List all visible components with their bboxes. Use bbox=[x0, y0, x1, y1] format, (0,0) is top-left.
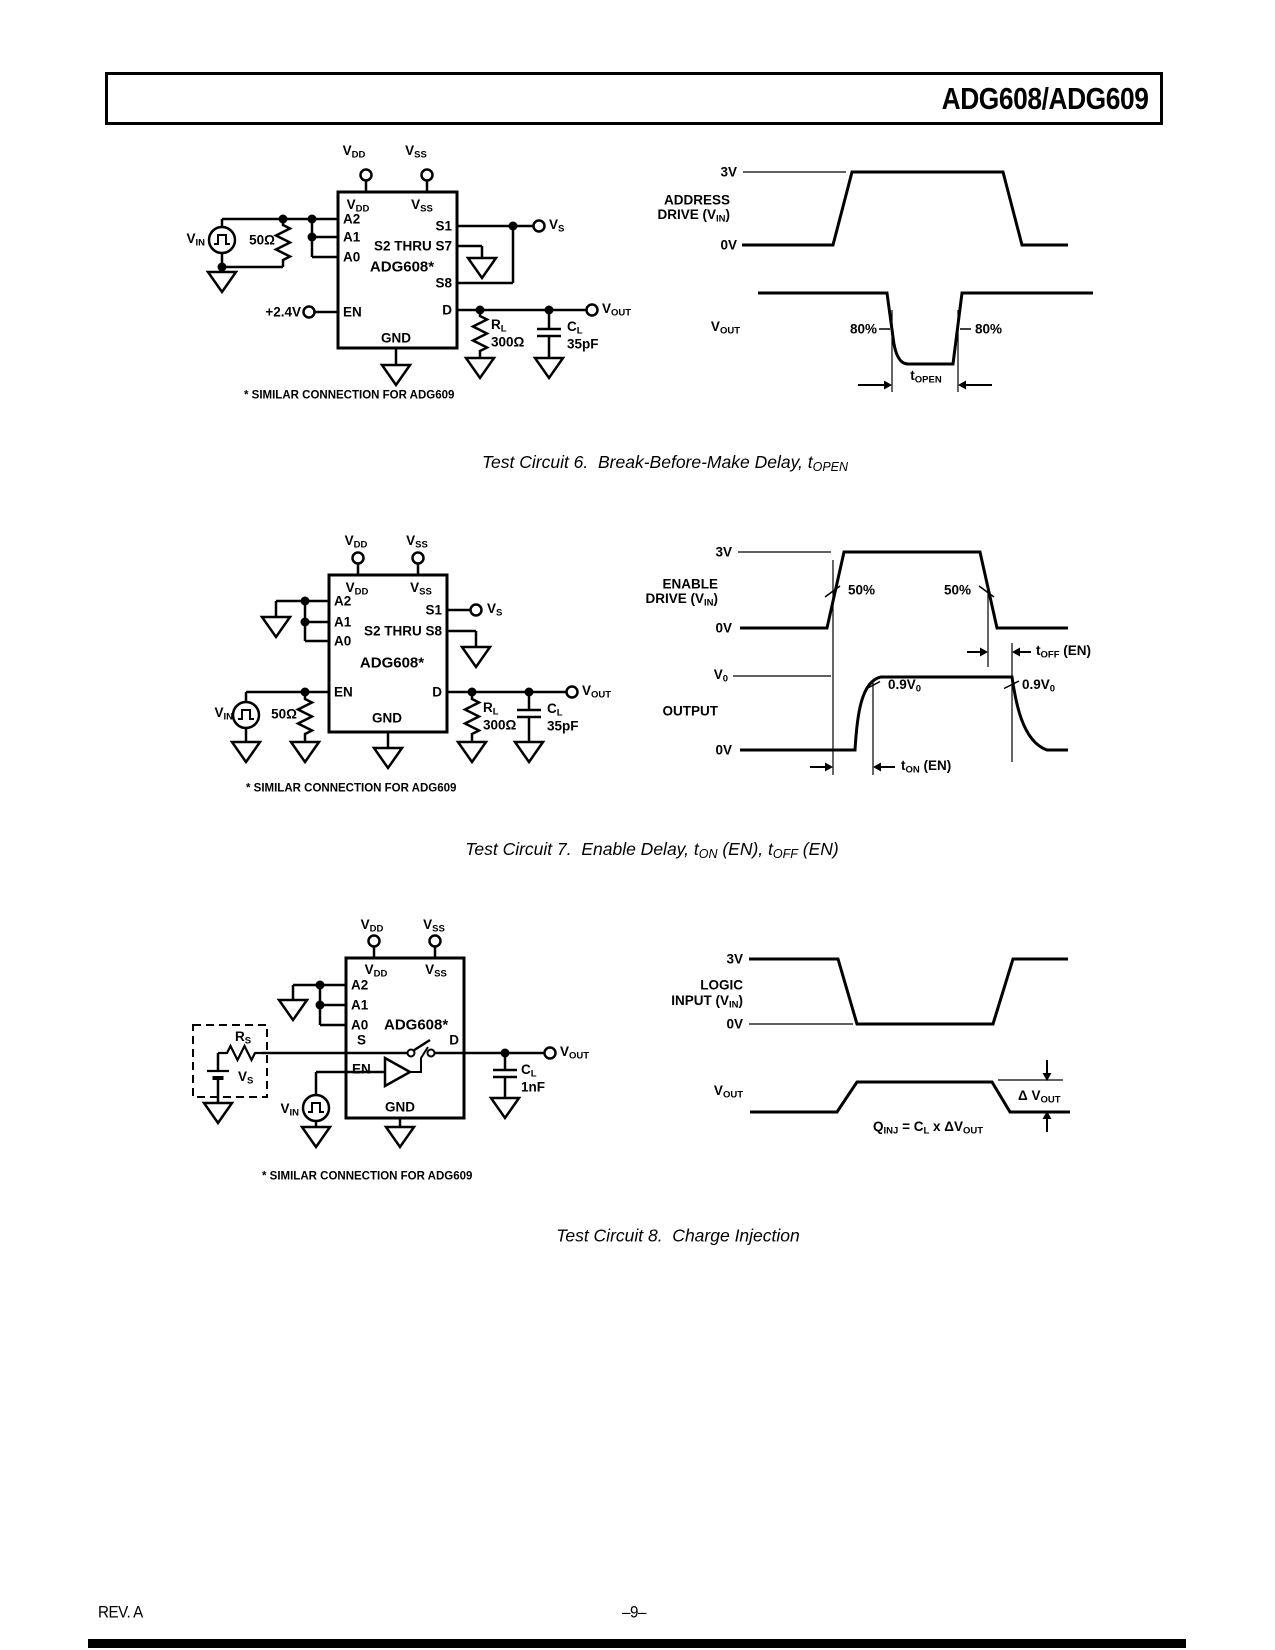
c6-vdd-top-label: $V_{DD}$ bbox=[342, 143, 366, 161]
c6-en-pin-label: EN bbox=[343, 304, 362, 320]
c7-rl-label: $R_L$ bbox=[483, 700, 499, 718]
c7-s2-thru-s8-label: S2 THRU S8 bbox=[363, 623, 442, 639]
c8-source-dashed-box bbox=[193, 1025, 267, 1097]
c7-a0-pin-label: A0 bbox=[334, 633, 352, 649]
c7-vin-pulse-source-icon bbox=[233, 702, 259, 728]
ground-icon bbox=[462, 647, 490, 667]
w7-output-label: OUTPUT bbox=[662, 703, 718, 719]
c7-vss-top-label: $V_{SS}$ bbox=[406, 533, 428, 551]
w8-input-vin-label: INPUT $(V_{IN})$ bbox=[671, 993, 743, 1011]
footer-page-number: –9– bbox=[622, 1603, 646, 1622]
c8-gnd-pin-label: GND bbox=[385, 1099, 415, 1115]
w7-drive-vin-label: DRIVE $(V_{IN})$ bbox=[645, 591, 718, 609]
ground-icon bbox=[468, 258, 496, 278]
c8-similar-connection-note: * SIMILAR CONNECTION FOR ADG609 bbox=[262, 1170, 473, 1183]
caption-test-circuit-6: Test Circuit 6. Break-Before-Make Delay, tOPEN bbox=[481, 452, 849, 474]
w7-waveform bbox=[733, 552, 1068, 775]
c6-s8-pin-label: S8 bbox=[435, 275, 452, 291]
c7-vss-terminal-icon bbox=[413, 553, 424, 564]
c7-vs-terminal-icon bbox=[471, 605, 482, 616]
c6-gnd-pin-label: GND bbox=[381, 330, 411, 346]
footer-revision: REV. A bbox=[98, 1603, 143, 1622]
c6-vs-label: $V_S$ bbox=[549, 217, 565, 235]
w7-enable-drive-trace bbox=[740, 552, 1068, 628]
w6-address-drive-trace bbox=[742, 172, 1068, 245]
c8-cl-label: $C_L$ bbox=[521, 1062, 537, 1080]
c6-en-voltage-label: +2.4V bbox=[265, 304, 301, 320]
w7-09v0-right-label: $0.9V_0$ bbox=[1022, 677, 1056, 695]
w8-waveform bbox=[749, 959, 1070, 1132]
ground-icon bbox=[535, 358, 563, 378]
c8-vss-top-label: $V_{SS}$ bbox=[423, 917, 445, 935]
c6-vin-pulse-source-icon bbox=[209, 227, 235, 253]
w8-qinj-formula: $Q_{INJ} = C_L$ x $\Delta V_{OUT}$ bbox=[873, 1119, 984, 1137]
ground-icon bbox=[232, 742, 260, 762]
c6-vss-terminal-icon bbox=[422, 170, 433, 181]
w6-80pct-right-label: 80% bbox=[975, 321, 1003, 337]
arrow-left-icon bbox=[873, 763, 881, 772]
c6-d-pin-label: D bbox=[442, 302, 452, 318]
header-part-number-box bbox=[105, 72, 1163, 125]
c7-vout-terminal-icon bbox=[567, 687, 578, 698]
w6-vout-trace bbox=[758, 293, 1093, 364]
c8-a0-pin-label: A0 bbox=[351, 1017, 369, 1033]
c6-vdd-terminal-icon bbox=[361, 170, 372, 181]
c7-en-pin-label: EN bbox=[334, 684, 353, 700]
c6-a0-pin-label: A0 bbox=[343, 249, 361, 265]
c8-vdd-pin-label: $V_{DD}$ bbox=[364, 962, 388, 980]
c7-part-name: ADG608* bbox=[359, 654, 425, 672]
c7-s1-pin-label: S1 bbox=[425, 602, 442, 618]
ground-icon bbox=[374, 748, 402, 768]
w7-09v0-left-label: $0.9V_0$ bbox=[888, 677, 922, 695]
ground-icon bbox=[279, 1000, 307, 1020]
w7-0v-label: 0V bbox=[715, 620, 732, 636]
c7-vss-pin-label: $V_{SS}$ bbox=[410, 580, 432, 598]
ground-icon bbox=[466, 358, 494, 378]
caption-test-circuit-7: Test Circuit 7. Enable Delay, tON (EN), tOFF (EN) bbox=[465, 839, 839, 861]
w7-50pct-right-label: 50% bbox=[943, 582, 971, 598]
ground-icon bbox=[208, 272, 236, 292]
c8-vss-pin-label: $V_{SS}$ bbox=[425, 962, 447, 980]
c8-vs-label: $V_S$ bbox=[238, 1069, 254, 1087]
c6-rl-resistor-icon bbox=[473, 310, 487, 358]
c7-a1-pin-label: A1 bbox=[334, 614, 352, 630]
w6-drive-vin-label: DRIVE $(V_{IN})$ bbox=[657, 207, 730, 225]
c7-d-pin-label: D bbox=[432, 684, 442, 700]
c8-buffer-icon bbox=[385, 1058, 410, 1086]
c8-s-pin-label: S bbox=[357, 1032, 367, 1048]
c6-50ohm-resistor-icon bbox=[276, 219, 290, 267]
w6-3v-label: 3V bbox=[720, 164, 737, 180]
c8-rs-label: $R_S$ bbox=[234, 1029, 252, 1047]
w6-waveform bbox=[742, 172, 1093, 392]
arrow-right-icon bbox=[825, 763, 833, 772]
c6-en-terminal-icon bbox=[304, 307, 315, 318]
c6-vout-label: $V_{OUT}$ bbox=[602, 301, 632, 319]
w8-vout-label: $V_{OUT}$ bbox=[713, 1083, 743, 1101]
ground-icon bbox=[262, 617, 290, 637]
ground-icon bbox=[291, 742, 319, 762]
ground-icon bbox=[302, 1127, 330, 1147]
c7-vs-label: $V_S$ bbox=[487, 601, 503, 619]
w6-vout-label: $V_{OUT}$ bbox=[710, 319, 740, 337]
c6-a2-pin-label: A2 bbox=[343, 211, 361, 227]
w8-0v-label: 0V bbox=[726, 1016, 743, 1032]
ground-icon bbox=[515, 742, 543, 762]
c8-vout-terminal-icon bbox=[545, 1048, 556, 1059]
c7-300ohm-label: 300Ω bbox=[483, 717, 517, 733]
c7-35pf-label: 35pF bbox=[547, 718, 579, 734]
c8-rs-resistor-icon bbox=[218, 1046, 262, 1060]
c7-vdd-terminal-icon bbox=[353, 553, 364, 564]
c8-vss-terminal-icon bbox=[430, 936, 441, 947]
c7-gnd-pin-label: GND bbox=[372, 710, 402, 726]
w6-topen-label: $t_{OPEN}$ bbox=[910, 368, 942, 386]
c7-50ohm-label: 50Ω bbox=[271, 706, 297, 722]
c6-vin-label: $V_{IN}$ bbox=[186, 231, 205, 249]
w8-3v-label: 3V bbox=[726, 951, 743, 967]
w8-delta-vout-label: Δ $V_{OUT}$ bbox=[1018, 1088, 1061, 1106]
arrow-left-icon bbox=[1012, 648, 1020, 657]
c6-a1-pin-label: A1 bbox=[343, 229, 361, 245]
c6-vout-terminal-icon bbox=[587, 305, 598, 316]
c7-rl-resistor-icon bbox=[465, 692, 479, 742]
c6-part-name: ADG608* bbox=[369, 258, 435, 276]
w7-v0-label: $V_0$ bbox=[713, 667, 728, 685]
c8-1nf-label: 1nF bbox=[521, 1079, 546, 1095]
w7-toff-en-label: $t_{OFF}$ (EN) bbox=[1036, 643, 1091, 661]
w7-50pct-left-label: 50% bbox=[848, 582, 876, 598]
w7-enable-label: ENABLE bbox=[662, 576, 718, 592]
ground-icon bbox=[386, 1127, 414, 1147]
c6-rl-label: $R_L$ bbox=[491, 317, 507, 335]
c8-vdd-top-label: $V_{DD}$ bbox=[360, 917, 384, 935]
c6-300ohm-label: 300Ω bbox=[491, 334, 525, 350]
ground-icon bbox=[382, 365, 410, 385]
c8-vin-pulse-source-icon bbox=[303, 1095, 329, 1121]
c6-vss-pin-label: $V_{SS}$ bbox=[411, 197, 433, 215]
c8-switch-icon bbox=[408, 1050, 415, 1057]
w7-output-0v-label: 0V bbox=[715, 742, 732, 758]
c8-vin-label: $V_{IN}$ bbox=[280, 1101, 299, 1119]
w6-address-label: ADDRESS bbox=[663, 192, 730, 208]
ground-icon bbox=[458, 742, 486, 762]
footer-rule bbox=[88, 1639, 1186, 1648]
c7-vdd-pin-label: $V_{DD}$ bbox=[345, 580, 369, 598]
caption-test-circuit-8: Test Circuit 8. Charge Injection bbox=[556, 1225, 800, 1246]
w7-3v-label: 3V bbox=[715, 544, 732, 560]
c8-d-pin-label: D bbox=[449, 1032, 459, 1048]
c8-vout-label: $V_{OUT}$ bbox=[560, 1044, 590, 1062]
c7-vdd-top-label: $V_{DD}$ bbox=[344, 533, 368, 551]
arrow-left-icon bbox=[958, 381, 966, 390]
c8-part-name: ADG608* bbox=[384, 1016, 449, 1034]
c6-vss-top-label: $V_{SS}$ bbox=[405, 143, 427, 161]
c6-cl-label: $C_L$ bbox=[567, 319, 583, 337]
c8-vdd-terminal-icon bbox=[369, 936, 380, 947]
ground-icon bbox=[204, 1103, 232, 1123]
c8-a2-pin-label: A2 bbox=[351, 977, 369, 993]
c7-similar-connection-note: * SIMILAR CONNECTION FOR ADG609 bbox=[246, 782, 457, 795]
c7-vout-label: $V_{OUT}$ bbox=[582, 683, 612, 701]
c6-50ohm-label: 50Ω bbox=[249, 232, 275, 248]
c7-vin-label: $V_{IN}$ bbox=[214, 705, 233, 723]
w8-logic-input-trace bbox=[749, 959, 1068, 1024]
c7-50ohm-resistor-icon bbox=[298, 692, 312, 742]
c6-vs-terminal-icon bbox=[534, 221, 545, 232]
page-title: ADG608/ADG609 bbox=[941, 80, 1149, 116]
c6-s1-pin-label: S1 bbox=[435, 218, 452, 234]
c6-vdd-pin-label: $V_{DD}$ bbox=[346, 197, 370, 215]
w6-0v-label: 0V bbox=[720, 237, 737, 253]
c7-cl-label: $C_L$ bbox=[547, 701, 563, 719]
c8-a1-pin-label: A1 bbox=[351, 997, 369, 1013]
c6-s2-thru-s7-label: S2 THRU S7 bbox=[373, 238, 452, 254]
arrow-right-icon bbox=[980, 648, 988, 657]
c6-circuit bbox=[208, 170, 598, 386]
c6-similar-connection-note: * SIMILAR CONNECTION FOR ADG609 bbox=[244, 389, 455, 402]
w8-logic-label: LOGIC bbox=[700, 977, 743, 993]
w7-ton-en-label: $t_{ON}$ (EN) bbox=[901, 758, 952, 776]
c6-35pf-label: 35pF bbox=[567, 336, 599, 352]
c7-a2-pin-label: A2 bbox=[334, 593, 352, 609]
ground-icon bbox=[491, 1098, 519, 1118]
arrow-right-icon bbox=[884, 381, 892, 390]
w6-80pct-left-label: 80% bbox=[849, 321, 877, 337]
c8-en-pin-label: EN bbox=[352, 1061, 371, 1077]
